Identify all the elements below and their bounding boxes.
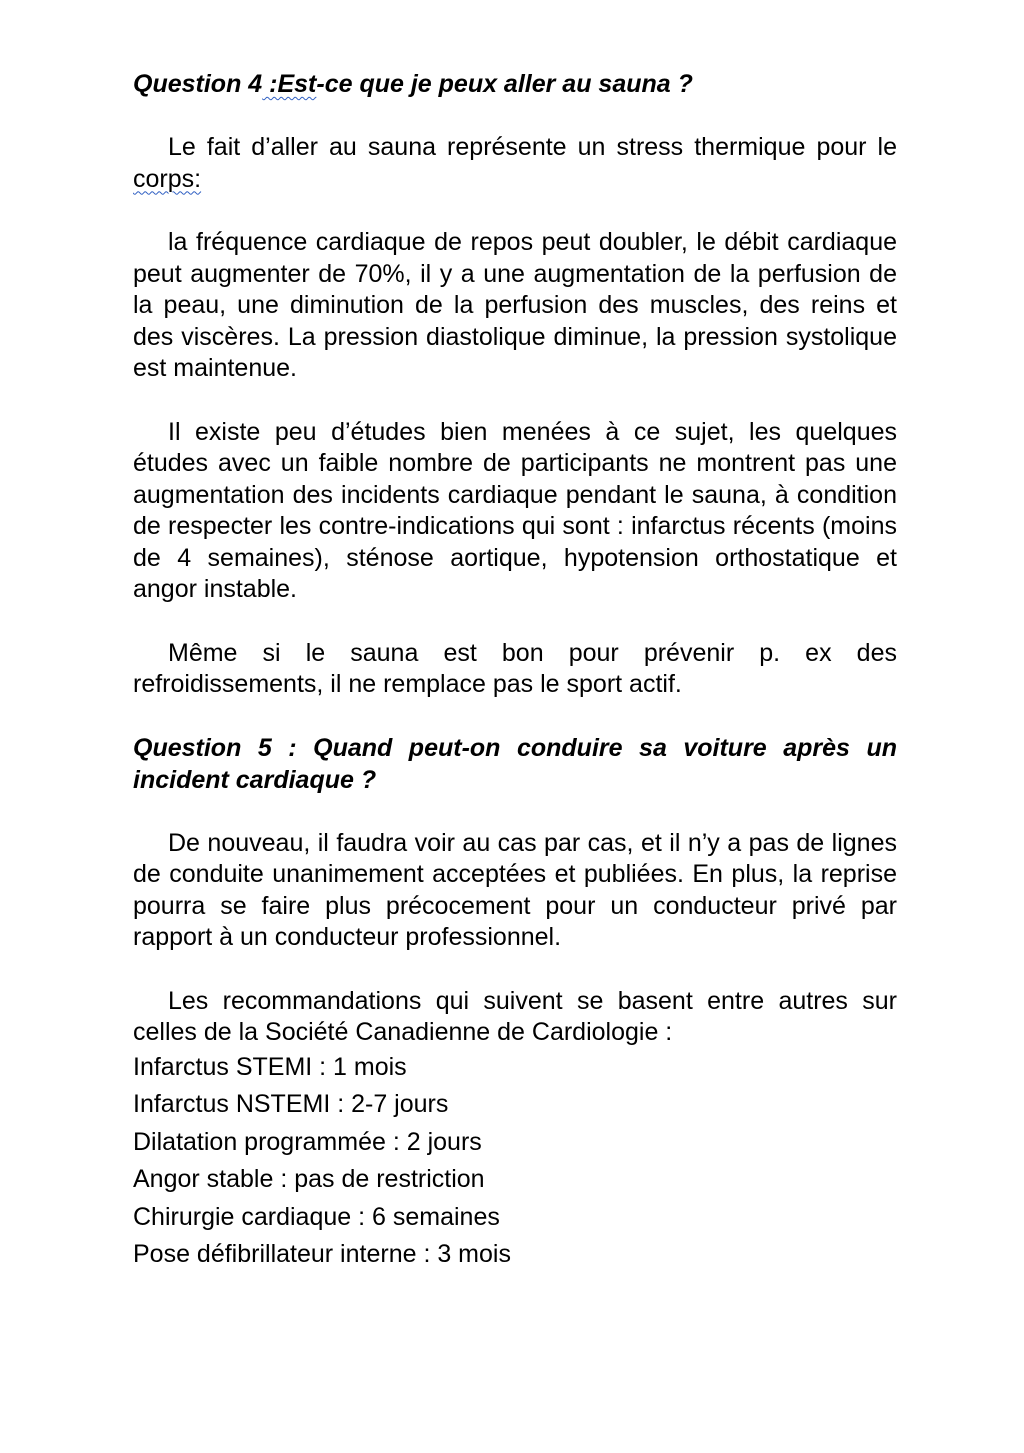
question-4-title-prefix: Question 4 (133, 70, 263, 98)
question-4-heading (133, 68, 897, 100)
list-item: Infarctus NSTEMI : 2-7 jours (133, 1090, 449, 1119)
list-item: Pose défibrillateur interne : 3 mois (133, 1240, 511, 1269)
list-item: Chirurgie cardiaque : 6 semaines (133, 1202, 500, 1231)
question-4-paragraph-3: Il existe peu d’études bien menées à ce sujet, les quelques études avec un faible nombre de participants ne montrent pas une augmentation des incidents cardiaque pendant le sauna, à condition de respecter les contre-indications qui sont : infarctus récents (moins de 4 semaines), sténose aortique, hypotension orthostatique et angor instable. (133, 417, 897, 603)
question-4-title-flagged: :Est (262, 70, 317, 98)
question-4-paragraph-1 (133, 132, 897, 195)
list-item: Dilatation programmée : 2 jours (133, 1127, 482, 1156)
question-5-paragraph-2: Les recommandations qui suivent se basent entre autres sur celles de la Société Canadienne de Cardiologie : (133, 986, 897, 1046)
question-4-paragraph-1-text: Le fait d’aller au sauna représente un stress thermique pour le (168, 133, 897, 161)
driving-recommendations-list (133, 1049, 897, 1275)
question-5-heading: Question 5 : Quand peut-on conduire sa voiture après un incident cardiaque ? (133, 733, 897, 794)
question-5-paragraph-1: De nouveau, il faudra voir au cas par cas, et il n’y a pas de lignes de conduite unanimement acceptées et publiées. En plus, la reprise pourra se faire plus précocement pour un conducteur privé par rapport à un conducteur professionnel. (133, 828, 897, 951)
list-item: Angor stable : pas de restriction (133, 1165, 485, 1194)
question-4-paragraph-2: la fréquence cardiaque de repos peut doubler, le débit cardiaque peut augmenter de 70%, il y a une augmentation de la perfusion de la peau, une diminution de la perfusion des muscles, des reins et des viscères. La pression diastolique diminue, la pression systolique est maintenue. (133, 228, 897, 382)
document-page (133, 68, 897, 1274)
list-item: Infarctus STEMI : 1 mois (133, 1052, 407, 1081)
question-4-paragraph-1-flagged: corps: (133, 164, 202, 193)
question-4-paragraph-4: Même si le sauna est bon pour prévenir p. ex des refroidissements, il ne remplace pas le sport actif. (133, 638, 897, 698)
question-4-title-suffix: -ce que je peux aller au sauna ? (316, 70, 693, 98)
